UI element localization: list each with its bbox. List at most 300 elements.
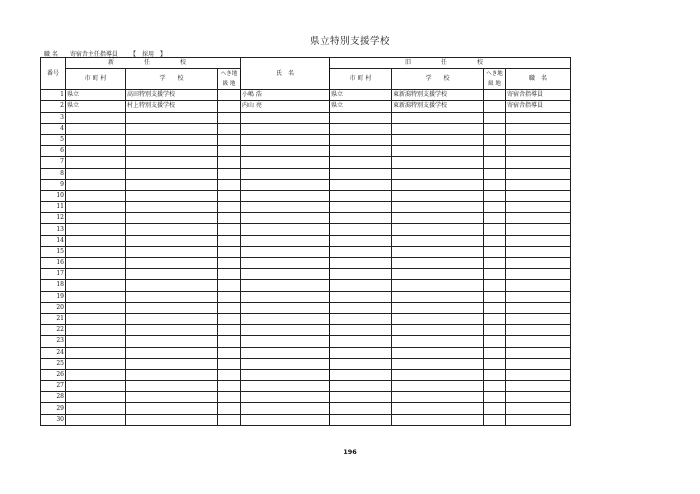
new-remote-cell (218, 168, 241, 179)
table-row (41, 403, 571, 414)
old-remote-cell (484, 190, 506, 201)
old-remote-cell (484, 134, 506, 145)
new-remote-cell (218, 336, 241, 347)
new-school-cell (126, 414, 218, 425)
new-city-cell (66, 336, 126, 347)
row-number: 17 (41, 269, 66, 280)
table-row (41, 414, 571, 425)
new-city-cell (66, 202, 126, 213)
new-city-cell (66, 179, 126, 190)
name-cell (241, 302, 330, 313)
new-remote-cell (218, 101, 241, 112)
table-row (41, 101, 571, 112)
table-row (41, 235, 571, 246)
personnel-table (40, 57, 571, 426)
new-city-cell (66, 235, 126, 246)
table-row (41, 381, 571, 392)
new-school-cell: 高田特別支援学校 (126, 90, 218, 101)
old-city-cell (330, 336, 392, 347)
old-city-cell (330, 123, 392, 134)
new-city-cell (66, 302, 126, 313)
row-number: 29 (41, 403, 66, 414)
row-number: 23 (41, 336, 66, 347)
table-row (41, 291, 571, 302)
job-title-cell: 寄宿舎指導員 (506, 101, 571, 112)
new-school-cell (126, 269, 218, 280)
old-city-cell (330, 213, 392, 224)
job-title-cell (506, 112, 571, 123)
old-remote-cell (484, 269, 506, 280)
old-city-cell: 県立 (330, 101, 392, 112)
old-school-cell (392, 258, 484, 269)
header-new-school: 新 任 校 (66, 58, 241, 69)
new-remote-cell (218, 146, 241, 157)
new-school-cell (126, 202, 218, 213)
old-remote-cell (484, 414, 506, 425)
new-city-cell (66, 369, 126, 380)
old-city-cell (330, 302, 392, 313)
old-city-cell (330, 392, 392, 403)
position-label: 職 名 (44, 51, 58, 58)
row-number: 2 (41, 101, 66, 112)
old-city-cell (330, 168, 392, 179)
table-row (41, 347, 571, 358)
old-city-cell (330, 347, 392, 358)
old-school-cell (392, 246, 484, 257)
name-cell (241, 179, 330, 190)
row-number: 14 (41, 235, 66, 246)
old-remote-cell (484, 101, 506, 112)
old-school-cell (392, 414, 484, 425)
name-cell (241, 190, 330, 201)
row-number: 18 (41, 280, 66, 291)
table-row (41, 358, 571, 369)
job-title-cell (506, 325, 571, 336)
new-remote-cell (218, 202, 241, 213)
old-school-cell (392, 224, 484, 235)
new-remote-cell (218, 280, 241, 291)
old-school-cell (392, 213, 484, 224)
new-city-cell (66, 134, 126, 145)
row-number: 5 (41, 134, 66, 145)
row-number: 20 (41, 302, 66, 313)
old-remote-cell (484, 146, 506, 157)
old-city-cell (330, 325, 392, 336)
row-number: 22 (41, 325, 66, 336)
table-row (41, 224, 571, 235)
header-old-remote (484, 69, 506, 90)
new-school-cell (126, 403, 218, 414)
name-cell (241, 313, 330, 324)
row-number: 21 (41, 313, 66, 324)
new-school-cell (126, 347, 218, 358)
row-number: 13 (41, 224, 66, 235)
old-school-cell (392, 381, 484, 392)
new-remote-cell (218, 313, 241, 324)
new-city-cell (66, 168, 126, 179)
name-cell (241, 224, 330, 235)
table-row (41, 280, 571, 291)
new-remote-cell (218, 190, 241, 201)
new-city-cell (66, 414, 126, 425)
header-new-remote (218, 69, 241, 90)
old-remote-cell (484, 224, 506, 235)
row-number: 11 (41, 202, 66, 213)
new-city-cell (66, 381, 126, 392)
old-remote-cell (484, 347, 506, 358)
old-city-cell (330, 112, 392, 123)
old-city-cell (330, 190, 392, 201)
job-title-cell (506, 347, 571, 358)
new-remote-cell (218, 224, 241, 235)
page-title: 県立特別支援学校 (309, 36, 390, 47)
old-school-cell (392, 313, 484, 324)
table-row (41, 336, 571, 347)
new-remote-cell (218, 123, 241, 134)
new-remote-cell (218, 112, 241, 123)
row-number: 15 (41, 246, 66, 257)
job-title-cell (506, 336, 571, 347)
table-row (41, 112, 571, 123)
new-remote-cell (218, 381, 241, 392)
row-number: 19 (41, 291, 66, 302)
new-remote-cell (218, 179, 241, 190)
new-city-cell (66, 123, 126, 134)
new-city-cell (66, 224, 126, 235)
old-remote-cell (484, 213, 506, 224)
old-remote-cell (484, 202, 506, 213)
new-remote-cell (218, 246, 241, 257)
new-school-cell (126, 123, 218, 134)
old-school-cell (392, 190, 484, 201)
table-row (41, 90, 571, 101)
new-school-cell (126, 280, 218, 291)
row-number: 24 (41, 347, 66, 358)
job-title-cell (506, 157, 571, 168)
name-cell (241, 325, 330, 336)
job-title-cell (506, 213, 571, 224)
job-title-cell (506, 280, 571, 291)
new-school-cell (126, 134, 218, 145)
new-school-cell (126, 325, 218, 336)
old-remote-cell (484, 246, 506, 257)
name-cell (241, 213, 330, 224)
new-school-cell (126, 157, 218, 168)
table-row (41, 202, 571, 213)
name-cell (241, 146, 330, 157)
old-city-cell (330, 224, 392, 235)
row-number: 7 (41, 157, 66, 168)
header-old-school-name: 学 校 (392, 69, 484, 90)
new-school-cell (126, 112, 218, 123)
new-city-cell: 県立 (66, 90, 126, 101)
old-city-cell (330, 246, 392, 257)
name-cell (241, 403, 330, 414)
header-job-title: 職 名 (506, 69, 571, 90)
old-school-cell: 東新潟特別支援学校 (392, 101, 484, 112)
job-title-cell (506, 224, 571, 235)
new-school-cell (126, 235, 218, 246)
old-remote-cell (484, 123, 506, 134)
table-row (41, 369, 571, 380)
new-school-cell (126, 179, 218, 190)
new-school-cell (126, 358, 218, 369)
table-row (41, 190, 571, 201)
job-title-cell (506, 235, 571, 246)
job-title-cell (506, 381, 571, 392)
table-row (41, 179, 571, 190)
job-title-cell (506, 392, 571, 403)
old-remote-cell (484, 90, 506, 101)
job-title-cell (506, 258, 571, 269)
new-city-cell (66, 269, 126, 280)
name-cell (241, 291, 330, 302)
old-city-cell (330, 403, 392, 414)
header-new-remote-text: へき地 級 地 (220, 71, 238, 88)
job-title-cell (506, 146, 571, 157)
row-number: 25 (41, 358, 66, 369)
old-remote-cell (484, 280, 506, 291)
name-cell (241, 168, 330, 179)
old-remote-cell (484, 369, 506, 380)
new-remote-cell (218, 414, 241, 425)
old-remote-cell (484, 358, 506, 369)
old-school-cell (392, 369, 484, 380)
old-city-cell (330, 369, 392, 380)
job-title-cell: 寄宿舎指導員 (506, 90, 571, 101)
new-school-cell (126, 291, 218, 302)
table-row (41, 246, 571, 257)
table-body (41, 90, 571, 426)
table-row (41, 123, 571, 134)
old-remote-cell (484, 325, 506, 336)
new-city-cell (66, 146, 126, 157)
new-city-cell (66, 358, 126, 369)
old-remote-cell (484, 179, 506, 190)
new-school-cell (126, 302, 218, 313)
table-row (41, 168, 571, 179)
old-city-cell: 県立 (330, 90, 392, 101)
new-city-cell (66, 112, 126, 123)
job-title-cell (506, 269, 571, 280)
header-new-school-name: 学 校 (126, 69, 218, 90)
old-remote-cell (484, 291, 506, 302)
new-city-cell: 県立 (66, 101, 126, 112)
new-remote-cell (218, 291, 241, 302)
new-city-cell (66, 246, 126, 257)
old-remote-cell (484, 313, 506, 324)
old-remote-cell (484, 302, 506, 313)
job-title-cell (506, 168, 571, 179)
old-city-cell (330, 280, 392, 291)
row-number: 12 (41, 213, 66, 224)
name-cell (241, 112, 330, 123)
old-school-cell (392, 269, 484, 280)
row-number: 9 (41, 179, 66, 190)
old-school-cell (392, 347, 484, 358)
old-school-cell (392, 392, 484, 403)
name-cell (241, 258, 330, 269)
old-school-cell (392, 280, 484, 291)
new-remote-cell (218, 302, 241, 313)
row-number: 6 (41, 146, 66, 157)
new-city-cell (66, 325, 126, 336)
position-value: 寄宿舎主任指導員 (69, 51, 118, 58)
old-school-cell (392, 403, 484, 414)
new-school-cell (126, 224, 218, 235)
old-remote-cell (484, 112, 506, 123)
row-number: 3 (41, 112, 66, 123)
old-school-cell (392, 302, 484, 313)
old-city-cell (330, 134, 392, 145)
table-row (41, 146, 571, 157)
row-number: 30 (41, 414, 66, 425)
table-row (41, 157, 571, 168)
old-school-cell (392, 179, 484, 190)
old-school-cell (392, 336, 484, 347)
old-city-cell (330, 291, 392, 302)
job-title-cell (506, 414, 571, 425)
new-school-cell (126, 258, 218, 269)
new-city-cell (66, 313, 126, 324)
new-city-cell (66, 291, 126, 302)
old-school-cell (392, 157, 484, 168)
new-remote-cell (218, 403, 241, 414)
old-school-cell (392, 123, 484, 134)
new-city-cell (66, 157, 126, 168)
job-title-cell (506, 313, 571, 324)
old-city-cell (330, 235, 392, 246)
name-cell (241, 235, 330, 246)
name-cell (241, 358, 330, 369)
name-cell: 内山 亮 (241, 101, 330, 112)
table-row (41, 325, 571, 336)
new-remote-cell (218, 325, 241, 336)
header-old-school: 旧 任 校 (330, 58, 571, 69)
category-label: 【 採用 】 (129, 51, 166, 58)
old-city-cell (330, 381, 392, 392)
name-cell (241, 414, 330, 425)
new-school-cell (126, 392, 218, 403)
row-number: 8 (41, 168, 66, 179)
old-school-cell (392, 325, 484, 336)
old-school-cell (392, 134, 484, 145)
new-school-cell (126, 213, 218, 224)
old-school-cell (392, 291, 484, 302)
old-city-cell (330, 258, 392, 269)
row-number: 28 (41, 392, 66, 403)
old-school-cell (392, 202, 484, 213)
old-remote-cell (484, 235, 506, 246)
job-title-cell (506, 302, 571, 313)
new-remote-cell (218, 358, 241, 369)
new-school-cell (126, 168, 218, 179)
old-remote-cell (484, 381, 506, 392)
header-no: 番号 (41, 58, 66, 90)
new-remote-cell (218, 235, 241, 246)
row-number: 16 (41, 258, 66, 269)
old-school-cell (392, 235, 484, 246)
new-city-cell (66, 347, 126, 358)
row-number: 1 (41, 90, 66, 101)
job-title-cell (506, 291, 571, 302)
new-school-cell (126, 336, 218, 347)
new-school-cell (126, 313, 218, 324)
new-school-cell (126, 381, 218, 392)
old-city-cell (330, 269, 392, 280)
row-number: 10 (41, 190, 66, 201)
page-number: 196 (343, 448, 357, 456)
name-cell (241, 246, 330, 257)
job-title-cell (506, 179, 571, 190)
table-row (41, 134, 571, 145)
header-old-city: 市 町 村 (330, 69, 392, 90)
new-remote-cell (218, 213, 241, 224)
name-cell (241, 336, 330, 347)
new-remote-cell (218, 90, 241, 101)
new-remote-cell (218, 258, 241, 269)
new-remote-cell (218, 392, 241, 403)
name-cell (241, 280, 330, 291)
old-school-cell (392, 146, 484, 157)
row-number: 4 (41, 123, 66, 134)
new-city-cell (66, 258, 126, 269)
job-title-cell (506, 246, 571, 257)
old-city-cell (330, 202, 392, 213)
new-city-cell (66, 190, 126, 201)
name-cell (241, 134, 330, 145)
new-remote-cell (218, 269, 241, 280)
old-school-cell (392, 168, 484, 179)
new-school-cell (126, 369, 218, 380)
old-city-cell (330, 157, 392, 168)
table-row (41, 313, 571, 324)
old-school-cell (392, 112, 484, 123)
table-row (41, 269, 571, 280)
new-remote-cell (218, 347, 241, 358)
old-remote-cell (484, 336, 506, 347)
old-school-cell: 東新潟特別支援学校 (392, 90, 484, 101)
new-school-cell: 村上特別支援学校 (126, 101, 218, 112)
old-remote-cell (484, 392, 506, 403)
table-row (41, 392, 571, 403)
old-remote-cell (484, 258, 506, 269)
table-row (41, 258, 571, 269)
old-remote-cell (484, 403, 506, 414)
old-remote-cell (484, 168, 506, 179)
new-school-cell (126, 246, 218, 257)
table-row (41, 213, 571, 224)
row-number: 26 (41, 369, 66, 380)
job-title-cell (506, 202, 571, 213)
old-city-cell (330, 414, 392, 425)
header-old-remote-text: へき地 級 地 (486, 71, 503, 88)
job-title-cell (506, 190, 571, 201)
job-title-cell (506, 358, 571, 369)
old-city-cell (330, 146, 392, 157)
name-cell (241, 123, 330, 134)
old-city-cell (330, 358, 392, 369)
name-cell (241, 202, 330, 213)
name-cell (241, 381, 330, 392)
header-new-city: 市 町 村 (66, 69, 126, 90)
old-remote-cell (484, 157, 506, 168)
new-remote-cell (218, 369, 241, 380)
job-title-cell (506, 123, 571, 134)
new-city-cell (66, 403, 126, 414)
new-remote-cell (218, 157, 241, 168)
row-number: 27 (41, 381, 66, 392)
